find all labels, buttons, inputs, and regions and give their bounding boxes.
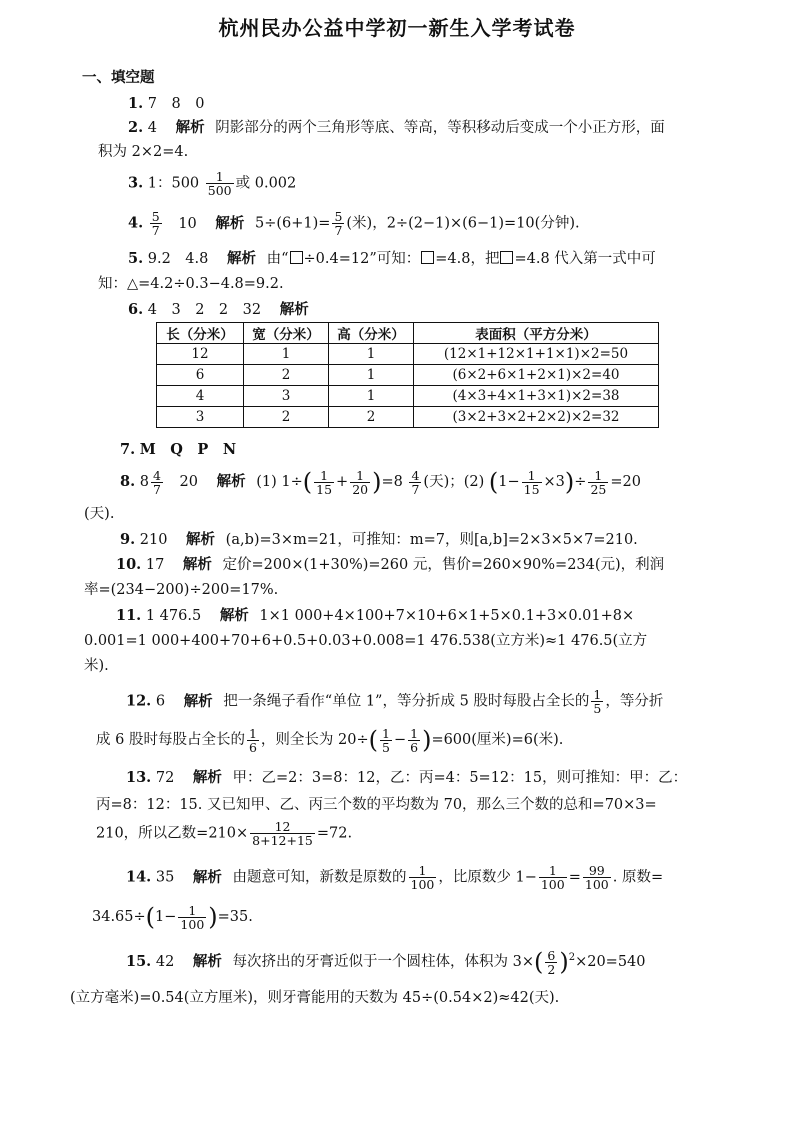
answer: 10 <box>178 215 197 232</box>
analysis-text: (1) 1÷ <box>256 474 303 490</box>
question-2 <box>128 116 665 137</box>
table-cell: (4×3+4×1+3×1)×2=38 <box>414 386 659 407</box>
analysis-text: 210，所以乙数=210× <box>96 825 249 842</box>
analysis-label: 解析 <box>182 556 212 573</box>
analysis-label: 解析 <box>192 868 222 886</box>
answer: 1 476.5 <box>145 608 202 624</box>
analysis-text: 甲：乙=2：3=8：12，乙：丙=4：5=12：15，则可推知：甲：乙： <box>232 770 688 786</box>
analysis-text: =35. <box>217 909 253 925</box>
table-cell: 3 <box>244 386 329 407</box>
question-13-line-3 <box>96 820 352 847</box>
analysis-label: 解析 <box>216 473 246 490</box>
analysis-text: ×20=540 <box>575 954 646 970</box>
analysis-text: = <box>568 869 581 886</box>
analysis-label: 解析 <box>226 250 256 267</box>
question-8-line-2: (天). <box>84 506 115 522</box>
analysis-text: 1− <box>498 474 520 490</box>
analysis-text: =4.8 代入第一式中可 <box>514 251 656 267</box>
question-number: 4. <box>128 214 144 232</box>
question-3 <box>128 170 296 197</box>
column-header: 高（分米） <box>329 323 414 344</box>
analysis-label: 解析 <box>192 769 222 786</box>
analysis-text: . 原数= <box>612 869 664 886</box>
question-number: 5. <box>128 250 144 267</box>
table-cell: 3 <box>157 407 244 428</box>
question-13-line-2: 丙=8：12：15. 又已知甲、乙、丙三个数的平均数为 70，那么三个数的总和=70×3= <box>96 797 657 813</box>
table-cell: 1 <box>244 344 329 365</box>
question-12 <box>126 688 663 715</box>
fraction: $\frac{4}{7}$ <box>152 467 161 497</box>
question-number: 6. <box>128 301 144 318</box>
question-number: 9. <box>120 531 136 548</box>
table-cell: 1 <box>329 386 414 407</box>
question-number: 10. <box>116 556 142 573</box>
analysis-text: ÷ <box>574 474 587 490</box>
analysis-text: ×3 <box>543 474 565 490</box>
fraction: $\frac{1}{5}$ <box>382 725 390 755</box>
table-header-row <box>157 323 659 344</box>
question-7 <box>120 438 236 459</box>
answer: 35 <box>155 869 175 886</box>
question-5 <box>128 247 656 268</box>
column-header: 长（分米） <box>157 323 244 344</box>
analysis-text: ÷0.4=12”可知： <box>303 251 421 267</box>
dimensions-table <box>156 322 659 428</box>
page-title: 杭州民办公益中学初一新生入学考试卷 <box>218 16 576 40</box>
table-row <box>157 365 659 386</box>
answer: 42 <box>155 954 175 970</box>
analysis-label: 解析 <box>279 301 309 318</box>
fraction: $\frac{1}{15}$ <box>316 467 333 497</box>
analysis-text-cont: (米)，2÷(2−1)×(6−1)=10(分钟). <box>346 215 580 232</box>
fraction: $\frac{99}{100}$ <box>584 863 609 892</box>
fraction: $\frac{1}{20}$ <box>352 467 369 497</box>
table-cell: 12 <box>157 344 244 365</box>
table-row <box>157 407 659 428</box>
fraction: $\frac{5}{7}$ <box>334 209 343 238</box>
fraction: $\frac{1}{500}$ <box>207 169 232 198</box>
question-number: 15. <box>126 953 152 970</box>
question-number: 14. <box>126 868 152 886</box>
analysis-text: 1×1 000+4×100+7×10+6×1+5×0.1+3×0.01+8× <box>259 608 635 624</box>
answer: 17 <box>145 557 165 573</box>
question-11-line-3: 米). <box>84 658 109 674</box>
analysis-text: 阴影部分的两个三角形等底、等高，等积移动后变成一个小正方形，面 <box>215 120 665 136</box>
answer: 9.2 4.8 <box>147 251 209 267</box>
question-number: 3. <box>128 174 144 192</box>
question-number: 13. <box>126 769 152 786</box>
analysis-text: (天)；(2) <box>423 474 485 490</box>
answer: M Q P N <box>139 441 237 458</box>
question-8: 8. 8 $\frac{4}{7}$ 20 解析 (1) 1÷( $\frac{1}{15}$ + $\frac{1}{20}$ )=8 $\frac{4}{7}$ (天)；(2) (1− $\frac{1}{15}$ ×3)÷ $\frac{1}{25}$ =20 <box>120 467 641 497</box>
fraction: $\frac{1}{25}$ <box>590 467 607 497</box>
table-cell: (3×2+3×2+2×2)×2=32 <box>414 407 659 428</box>
fraction: $\frac{6}{2}$ <box>547 947 556 977</box>
analysis-text: 把一条绳子看作“单位 1”，等分折成 5 股时每股占全长的 <box>223 693 590 710</box>
analysis-label: 解析 <box>183 692 213 710</box>
analysis-text: (a,b)=3×m=21，可推知：m=7，则[a,b]=2×3×5×7=210. <box>225 532 638 548</box>
question-number: 12. <box>126 692 152 710</box>
question-12-line-2: 成 6 股时每股占全长的 $\frac{1}{6}$ ，则全长为 20÷( $\frac{1}{5}$ − $\frac{1}{6}$ )=600(厘米)=6(米). <box>96 725 564 755</box>
analysis-text: =4.8，把 <box>435 251 500 267</box>
question-4 <box>128 210 580 237</box>
analysis-text: 34.65÷ <box>92 909 146 925</box>
analysis-label: 解析 <box>219 607 249 624</box>
column-header: 宽（分米） <box>244 323 329 344</box>
answer: 4 <box>147 120 157 136</box>
question-6 <box>128 298 315 319</box>
fraction: $\frac{12}{8+12+15}$ <box>252 819 313 848</box>
table-cell: 2 <box>244 407 329 428</box>
table-cell: 2 <box>244 365 329 386</box>
analysis-text: =600(厘米)=6(米). <box>431 732 564 748</box>
question-14 <box>126 864 663 891</box>
fraction: $\frac{1}{15}$ <box>523 467 540 497</box>
analysis-text: 每次挤出的牙膏近似于一个圆柱体，体积为 3× <box>232 954 534 970</box>
square-icon <box>500 251 513 264</box>
table-row <box>157 386 659 407</box>
fraction: $\frac{5}{7}$ <box>151 209 160 238</box>
fraction: $\frac{1}{100}$ <box>410 863 435 892</box>
section-heading: 一、填空题 <box>82 69 155 86</box>
table-cell: 4 <box>157 386 244 407</box>
question-13 <box>126 766 687 787</box>
question-5-line-2: 知：△=4.2÷0.3−4.8=9.2. <box>98 276 284 292</box>
question-10-line-2: 率=(234−200)÷200=17%. <box>84 582 279 598</box>
question-number: 1. <box>128 95 144 112</box>
analysis-text: =8 <box>381 474 403 490</box>
table-cell: 6 <box>157 365 244 386</box>
answer: 210 <box>139 532 168 548</box>
fraction: $\frac{1}{100}$ <box>540 863 565 892</box>
table-cell: (12×1+12×1+1×1)×2=50 <box>414 344 659 365</box>
question-1 <box>128 92 204 113</box>
question-number: 11. <box>116 607 142 624</box>
table-cell: 2 <box>329 407 414 428</box>
question-number: 8. <box>120 473 136 490</box>
answer: 20 <box>179 474 198 490</box>
column-header: 表面积（平方分米） <box>414 323 659 344</box>
question-number: 7. <box>120 441 136 458</box>
fraction: $\frac{1}{5}$ <box>593 687 602 716</box>
answer: 6 <box>155 693 166 710</box>
question-2-line-2: 积为 2×2=4. <box>98 144 189 160</box>
analysis-text: 定价=200×(1+30%)=260 元，售价=260×90%=234(元)，利润 <box>222 557 665 573</box>
square-icon <box>421 251 434 264</box>
analysis-text: ，比原数少 1− <box>438 869 537 886</box>
answer-alt: 或 0.002 <box>235 175 297 192</box>
analysis-text: 由“ <box>266 251 289 267</box>
analysis-text: 5÷(6+1)= <box>254 215 331 232</box>
answer: 8 <box>139 474 149 490</box>
table-cell: (6×2+6×1+2×1)×2=40 <box>414 365 659 386</box>
answer: 4 3 2 2 32 <box>147 302 262 318</box>
exponent: 2 <box>568 952 576 964</box>
table-cell: 1 <box>329 344 414 365</box>
analysis-text: 成 6 股时每股占全长的 <box>96 732 245 748</box>
question-14-line-2: 34.65÷(1− $\frac{1}{100}$ )=35. <box>92 902 253 932</box>
question-15: 15. 42 解析 每次挤出的牙膏近似于一个圆柱体，体积为 3×( $\frac{6}{2}$ )$^2$×20=540 <box>126 947 646 977</box>
question-15-line-2: (立方毫米)=0.54(立方厘米)，则牙膏能用的天数为 45÷(0.54×2)≈42(天). <box>70 990 560 1006</box>
question-11 <box>116 604 634 625</box>
question-11-line-2: 0.001=1 000+400+70+6+0.5+0.03+0.008=1 476.538(立方米)≈1 476.5(立方 <box>84 633 648 649</box>
analysis-text: ，则全长为 20÷ <box>260 732 369 748</box>
analysis-label: 解析 <box>175 119 205 136</box>
question-number: 2. <box>128 119 144 136</box>
table-cell: 1 <box>329 365 414 386</box>
fraction: $\frac{1}{6}$ <box>248 725 257 755</box>
analysis-label: 解析 <box>186 531 216 548</box>
analysis-text: 由题意可知，新数是原数的 <box>232 869 407 886</box>
analysis-label: 解析 <box>215 214 245 232</box>
analysis-label: 解析 <box>192 953 222 970</box>
analysis-text: ，等分折 <box>605 693 664 710</box>
analysis-text: =72. <box>316 825 353 842</box>
answer: 1：500 <box>147 175 200 192</box>
square-icon <box>290 251 303 264</box>
analysis-text: =20 <box>610 474 641 490</box>
question-9 <box>120 528 638 549</box>
answer: 7 8 0 <box>147 96 205 112</box>
fraction: $\frac{1}{6}$ <box>410 725 419 755</box>
fraction: $\frac{1}{100}$ <box>180 902 205 932</box>
table-row <box>157 344 659 365</box>
analysis-text: 1− <box>155 909 177 925</box>
question-10 <box>116 553 664 574</box>
answer: 72 <box>155 770 175 786</box>
fraction: $\frac{4}{7}$ <box>411 467 420 497</box>
